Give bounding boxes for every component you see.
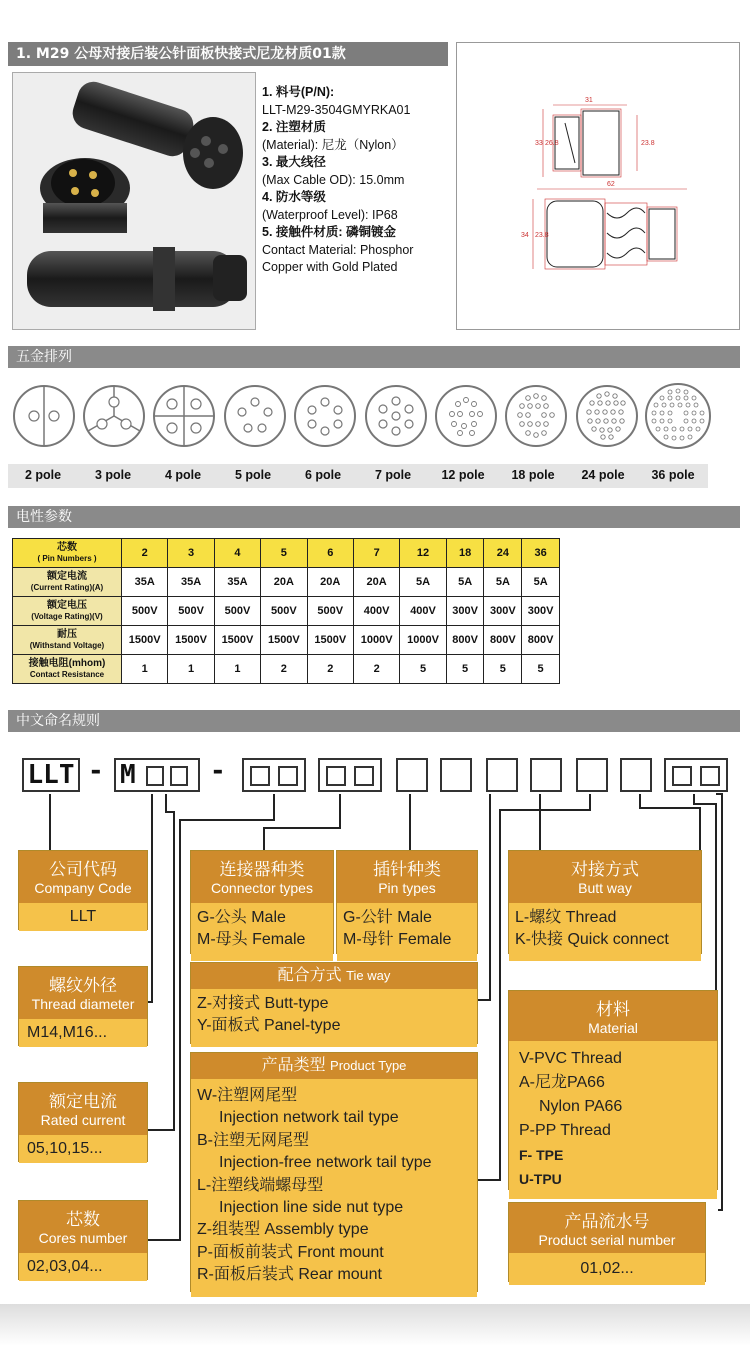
box-line: P-面板前装式 Front mount	[197, 1243, 384, 1261]
box-title-cn: 插针种类	[373, 860, 441, 879]
code-dash: -	[88, 756, 104, 786]
box-title-cn: 连接器种类	[219, 860, 305, 879]
code-dash: -	[210, 756, 226, 786]
spec-waterproof-value: (Waterproof Level): IP68	[262, 207, 398, 222]
dim-34: 34	[521, 232, 529, 239]
box-line: M-母头 Female	[197, 931, 306, 948]
table-cell: 5	[522, 655, 560, 684]
code-slot	[700, 766, 720, 786]
table-cell: 2	[353, 655, 399, 684]
code-slot-pair	[318, 758, 382, 792]
table-cell: 400V	[400, 597, 446, 626]
box-title-cn: 对接方式	[571, 860, 639, 879]
box-line: U-TPU	[519, 1171, 562, 1187]
pole-label: 5 pole	[234, 468, 272, 482]
box-line: L-螺纹 Thread	[515, 909, 617, 926]
box-title-en: Connector types	[211, 880, 313, 896]
table-cell: 7	[353, 539, 399, 568]
table-cell: 1500V	[122, 626, 168, 655]
section-naming: 中文命名规则	[8, 710, 740, 732]
box-title-cn: 额定电流	[49, 1092, 117, 1111]
bottom-shadow	[0, 1304, 750, 1346]
spec-material-label: 2. 注塑材质	[262, 120, 326, 134]
box-rated-current	[18, 1082, 148, 1162]
box-title-en: Company Code	[34, 880, 132, 896]
row-head-cn: 额定电压	[47, 600, 87, 611]
spec-contact-value-1: Contact Material: Phosphor	[262, 242, 414, 257]
box-body: 05,10,15...	[19, 1135, 147, 1163]
table-cell: 500V	[168, 597, 214, 626]
table-cell: 35A	[214, 568, 260, 597]
row-head-cn: 芯数	[57, 542, 77, 553]
box-line: R-面板后装式 Rear mount	[197, 1266, 382, 1284]
row-head-cn: 接触电阻(mhom)	[28, 658, 106, 669]
code-slot	[354, 766, 374, 786]
code-slot	[146, 766, 164, 786]
box-line: Z-对接式 Butt-type	[197, 995, 329, 1012]
code-slot-pair	[664, 758, 728, 792]
table-cell: 36	[522, 539, 560, 568]
box-title-cn: 产品类型	[261, 1057, 326, 1074]
table-cell: 300V	[446, 597, 484, 626]
box-title-en: Material	[588, 1020, 638, 1036]
code-m: M	[120, 760, 136, 790]
section-electrical: 电性参数	[8, 506, 740, 528]
table-row	[13, 597, 560, 626]
pole-label: 7 pole	[374, 468, 412, 482]
pole-label: 12 pole	[441, 468, 485, 482]
box-product-type	[190, 1052, 478, 1292]
table-cell: 1	[168, 655, 214, 684]
pole-label: 3 pole	[94, 468, 132, 482]
pole-labels	[8, 464, 708, 488]
page-title: 1. M29 公母对接后装公针面板快接式尼龙材质01款	[8, 42, 448, 66]
table-cell: 1000V	[400, 626, 446, 655]
box-title-en: Thread diameter	[31, 996, 135, 1012]
pole-diagrams	[8, 376, 740, 456]
code-slot	[620, 758, 652, 792]
box-title-cn: 材料	[596, 1000, 630, 1019]
table-cell: 500V	[261, 597, 307, 626]
spec-pn-value: LLT-M29-3504GMYRKA01	[262, 102, 411, 117]
box-line: Injection-free network tail type	[219, 1154, 432, 1172]
table-cell: 2	[122, 539, 168, 568]
box-line: L-注塑线端螺母型	[197, 1176, 324, 1194]
electrical-table	[12, 538, 560, 684]
table-cell: 800V	[522, 626, 560, 655]
box-line: Z-组装型 Assembly type	[197, 1221, 369, 1239]
box-title-cn: 螺纹外径	[49, 976, 117, 995]
dim-62: 62	[607, 181, 615, 188]
row-head-cn: 耐压	[57, 629, 77, 640]
table-cell: 1500V	[261, 626, 307, 655]
box-line: P-PP Thread	[519, 1122, 611, 1139]
table-cell: 35A	[168, 568, 214, 597]
box-title-cn: 产品流水号	[564, 1212, 650, 1231]
dimension-drawing	[456, 42, 740, 330]
table-cell: 1500V	[214, 626, 260, 655]
box-pin-types	[336, 850, 478, 954]
row-head-en: (Withstand Voltage)	[29, 641, 105, 650]
table-cell: 12	[400, 539, 446, 568]
box-body: M14,M16...	[19, 1019, 147, 1047]
table-row	[13, 539, 560, 568]
pole-label: 18 pole	[511, 468, 555, 482]
box-line: Injection line side nut type	[219, 1199, 404, 1217]
code-slot	[396, 758, 428, 792]
table-cell: 6	[307, 539, 353, 568]
pole-label: 4 pole	[164, 468, 202, 482]
box-title-cn: 公司代码	[49, 860, 117, 879]
spec-list	[262, 84, 452, 277]
row-head-en: ( Pin Numbers )	[37, 554, 97, 563]
box-line: F- TPE	[519, 1147, 564, 1163]
code-m-block	[114, 758, 200, 792]
table-cell: 5	[261, 539, 307, 568]
box-tie-way	[190, 962, 478, 1044]
box-line: V-PVC Thread	[519, 1050, 622, 1067]
dim-23-8-a: 23.8	[641, 140, 655, 147]
table-row	[13, 655, 560, 684]
code-slot-pair	[242, 758, 306, 792]
table-cell: 300V	[484, 597, 522, 626]
box-company-code	[18, 850, 148, 930]
box-title-en: Cores number	[38, 1230, 128, 1246]
table-cell: 5	[446, 655, 484, 684]
table-cell: 20A	[307, 568, 353, 597]
table-cell: 500V	[122, 597, 168, 626]
box-body: 02,03,04...	[19, 1253, 147, 1281]
code-slot	[250, 766, 270, 786]
table-cell: 1000V	[353, 626, 399, 655]
box-line: Injection network tail type	[219, 1109, 399, 1127]
spec-cable-value: (Max Cable OD): 15.0mm	[262, 172, 405, 187]
table-cell: 5	[484, 655, 522, 684]
dim-23-8-b: 23.8	[535, 232, 549, 239]
box-body: LLT	[19, 903, 147, 931]
table-cell: 2	[261, 655, 307, 684]
table-cell: 1500V	[168, 626, 214, 655]
box-butt-way	[508, 850, 702, 954]
table-cell: 1	[214, 655, 260, 684]
row-head-en: Contact Resistance	[29, 670, 105, 679]
box-cores-number	[18, 1200, 148, 1280]
box-line: W-注塑网尾型	[197, 1087, 298, 1104]
electrical-table-wrap	[12, 538, 560, 684]
table-row	[13, 626, 560, 655]
box-serial-number	[508, 1202, 706, 1282]
box-title-cn: 芯数	[66, 1210, 100, 1229]
table-row	[13, 568, 560, 597]
spec-material-value: (Material): 尼龙（Nylon）	[262, 137, 404, 152]
table-cell: 5A	[522, 568, 560, 597]
table-cell: 4	[214, 539, 260, 568]
row-head-cn: 额定电流	[47, 571, 87, 582]
table-cell: 3	[168, 539, 214, 568]
table-cell: 5A	[484, 568, 522, 597]
table-cell: 800V	[446, 626, 484, 655]
pole-label: 36 pole	[651, 468, 695, 482]
table-cell: 1500V	[307, 626, 353, 655]
table-cell: 5A	[400, 568, 446, 597]
code-slot	[576, 758, 608, 792]
box-connector-types	[190, 850, 334, 954]
code-slot	[672, 766, 692, 786]
table-cell: 5A	[446, 568, 484, 597]
spec-contact-label: 5. 接触件材质: 磷铜镀金	[262, 225, 397, 239]
spec-waterproof-label: 4. 防水等级	[262, 190, 326, 204]
code-slot	[530, 758, 562, 792]
code-slot	[440, 758, 472, 792]
code-llt: LLT	[22, 758, 80, 792]
table-cell: 20A	[353, 568, 399, 597]
pole-label: 2 pole	[24, 468, 62, 482]
table-cell: 2	[307, 655, 353, 684]
box-title-en: Tie way	[346, 968, 391, 983]
box-line: Y-面板式 Panel-type	[197, 1017, 341, 1034]
table-cell: 300V	[522, 597, 560, 626]
table-cell: 800V	[484, 626, 522, 655]
table-cell: 400V	[353, 597, 399, 626]
table-cell: 500V	[214, 597, 260, 626]
table-cell: 24	[484, 539, 522, 568]
table-cell: 5	[400, 655, 446, 684]
box-line: A-尼龙PA66	[519, 1074, 605, 1091]
box-title-en: Product serial number	[538, 1232, 676, 1248]
table-cell: 500V	[307, 597, 353, 626]
dim-33: 33	[535, 140, 543, 147]
dim-31: 31	[585, 97, 593, 104]
row-head-en: (Current Rating)(A)	[30, 583, 104, 592]
box-title-cn: 配合方式	[277, 967, 342, 984]
table-cell: 1	[122, 655, 168, 684]
pole-label: 24 pole	[581, 468, 625, 482]
code-slot	[326, 766, 346, 786]
code-slot	[170, 766, 188, 786]
product-photo	[12, 72, 256, 330]
pole-label: 6 pole	[304, 468, 342, 482]
spec-cable-label: 3. 最大线径	[262, 155, 326, 169]
spec-pn-label: 1. 料号(P/N):	[262, 85, 335, 99]
box-body: 01,02...	[509, 1253, 705, 1285]
box-title-en: Rated current	[40, 1112, 126, 1128]
box-line: K-快接 Quick connect	[515, 931, 669, 948]
box-thread-diameter	[18, 966, 148, 1046]
box-line: B-注塑无网尾型	[197, 1131, 310, 1149]
dim-26-8: 26.8	[545, 140, 559, 147]
code-slot	[486, 758, 518, 792]
box-line: M-母针 Female	[343, 931, 452, 948]
section-pin-layout: 五金排列	[8, 346, 740, 368]
box-title-en: Butt way	[578, 880, 632, 896]
table-cell: 20A	[261, 568, 307, 597]
row-head-en: (Voltage Rating)(V)	[31, 612, 103, 621]
box-title-en: Product Type	[330, 1058, 407, 1073]
box-line: G-公针 Male	[343, 909, 432, 926]
box-line: G-公头 Male	[197, 909, 286, 926]
box-line: Nylon PA66	[539, 1098, 623, 1115]
code-slot	[278, 766, 298, 786]
table-cell: 35A	[122, 568, 168, 597]
box-material	[508, 990, 718, 1190]
spec-contact-value-2: Copper with Gold Plated	[262, 260, 398, 274]
table-cell: 18	[446, 539, 484, 568]
box-title-en: Pin types	[378, 880, 436, 896]
